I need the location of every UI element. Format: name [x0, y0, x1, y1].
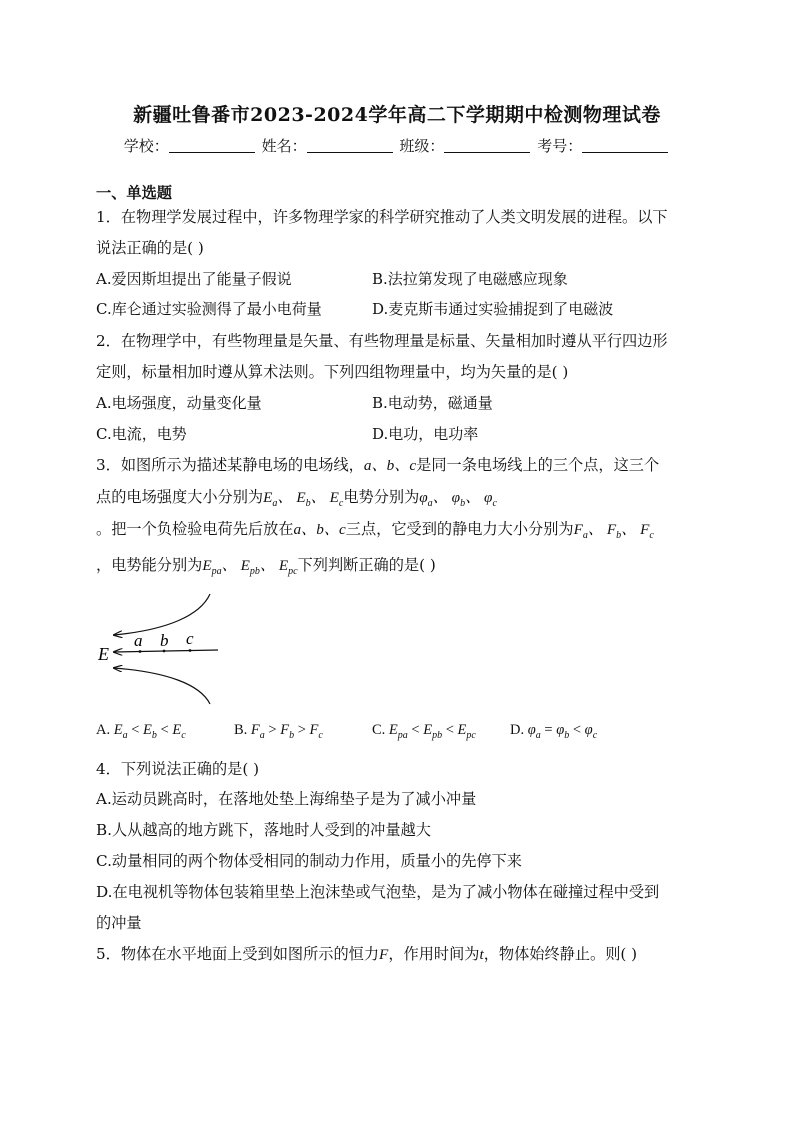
q5-time-symbol: t	[479, 946, 484, 963]
student-info-row	[0, 135, 794, 156]
q3-option-d-label: D.	[510, 722, 525, 738]
school-label: 学校：	[123, 137, 169, 155]
label-a: a	[134, 631, 143, 650]
q5-stem	[96, 943, 637, 964]
q3-text-1a: 3．如图所示为描述某静电场的电场线，	[96, 456, 364, 474]
q5-text-a: 5．物体在水平地面上受到如图所示的恒力	[96, 945, 380, 963]
lower-field-line	[114, 668, 210, 704]
q5-text-b: ，作用时间为	[388, 945, 480, 963]
q2-stem-line1: 2．在物理学中，有些物理量是矢量、有些物理量是标量、矢量相加时遵从平行四边形	[96, 332, 668, 350]
q3-field-strengths: $E_a$、 $E_b$、 $E_c$	[263, 489, 344, 510]
q3-points-abc-2: a、b、c	[293, 521, 346, 538]
q3-option-a: A. $E_a < E_b < E_c$	[96, 722, 186, 741]
q3-forces: $F_a$、 $F_b$、 $F_c$	[573, 521, 654, 542]
q3-text-3a: 。把一个负检验电荷先后放在	[96, 520, 294, 538]
exam-no-blank[interactable]	[582, 138, 668, 153]
q1-option-a: A.爱因斯坦提出了能量子假说	[96, 270, 292, 288]
q3-option-a-label: A.	[96, 722, 111, 738]
q2-option-a: A.电场强度，动量变化量	[96, 394, 262, 412]
name-blank[interactable]	[307, 138, 393, 153]
q2-option-d: D.电功，电功率	[372, 425, 479, 443]
label-E: E	[98, 644, 109, 664]
label-c: c	[186, 629, 194, 648]
q4-option-b: B.人从越高的地方跳下，落地时人受到的冲量越大	[96, 821, 431, 839]
q3-text-2a: 点的电场强度大小分别为	[96, 488, 264, 506]
section-heading: 一、单选题	[96, 184, 172, 202]
exam-title: 新疆吐鲁番市2023-2024学年高二下学期期中检测物理试卷	[133, 104, 661, 126]
q3-text-4b: 下列判断正确的是( )	[297, 556, 436, 574]
q5-force-symbol: F	[379, 946, 389, 963]
q3-option-b-label: B.	[234, 722, 248, 738]
q4-option-d-line2: 的冲量	[96, 914, 142, 932]
upper-field-line	[114, 594, 210, 635]
school-blank[interactable]	[169, 138, 255, 153]
q2-stem-line2: 定则，标量相加时遵从算术法则。下列四组物理量中，均为矢量的是( )	[96, 363, 569, 381]
q4-option-c: C.动量相同的两个物体受相同的制动力作用，质量小的先停下来	[96, 852, 522, 870]
q3-stem-line1	[96, 454, 659, 475]
q3-option-b: B. $F_a > F_b > F_c$	[234, 722, 323, 741]
q1-option-d: D.麦克斯韦通过实验捕捉到了电磁波	[372, 300, 614, 318]
q3-stem-line4	[96, 554, 436, 577]
q3-text-3b: 三点，它受到的静电力大小分别为	[345, 520, 574, 538]
q3-points-abc: a、b、c	[363, 457, 417, 474]
q4-option-d-line1: D.在电视机等物体包装箱里垫上泡沫垫或气泡垫，是为了减小物体在碰撞过程中受到	[96, 883, 660, 901]
q3-text-1b: 是同一条电场线上的三个点，这三个	[416, 456, 660, 474]
point-b	[163, 650, 166, 653]
q1-option-c: C.库仑通过实验测得了最小电荷量	[96, 300, 322, 318]
point-c	[189, 649, 192, 652]
q2-option-b: B.电动势，磁通量	[372, 394, 493, 412]
q1-option-b: B.法拉第发现了电磁感应现象	[372, 270, 568, 288]
class-blank[interactable]	[444, 138, 530, 153]
middle-field-line	[114, 650, 218, 652]
q4-option-a: A.运动员跳高时，在落地处垫上海绵垫子是为了减小冲量	[96, 790, 477, 808]
q1-stem-line2: 说法正确的是( )	[96, 239, 204, 257]
class-label: 班级：	[399, 137, 445, 155]
field-line-diagram	[96, 588, 236, 710]
q4-stem: 4．下列说法正确的是( )	[96, 760, 260, 778]
q3-text-2b: 电势分别为	[343, 488, 420, 506]
q3-option-c-label: C.	[372, 722, 386, 738]
label-b: b	[160, 631, 169, 650]
q3-option-c: C. $E_{pa} < E_{pb} < E_{pc}$	[372, 722, 476, 741]
q3-option-d: D. $\varphi_a = \varphi_b < \varphi_c$	[510, 722, 598, 741]
q3-stem-line2	[96, 486, 497, 509]
q3-stem-line3	[96, 518, 654, 541]
name-label: 姓名：	[261, 137, 307, 155]
q5-text-c: ，物体始终静止。则( )	[483, 945, 638, 963]
exam-no-label: 考号：	[537, 137, 583, 155]
q2-option-c: C.电流，电势	[96, 425, 187, 443]
point-a	[139, 650, 142, 653]
q3-potential-energies: $E_{pa}$、 $E_{pb}$、 $E_{pc}$	[202, 557, 298, 578]
q3-potentials: $\varphi_a$、 $\varphi_b$、 $\varphi_c$	[419, 489, 497, 510]
q3-text-4a: ，电势能分别为	[96, 556, 203, 574]
q1-stem-line1: 1．在物理学发展过程中，许多物理学家的科学研究推动了人类文明发展的进程。以下	[96, 208, 668, 226]
